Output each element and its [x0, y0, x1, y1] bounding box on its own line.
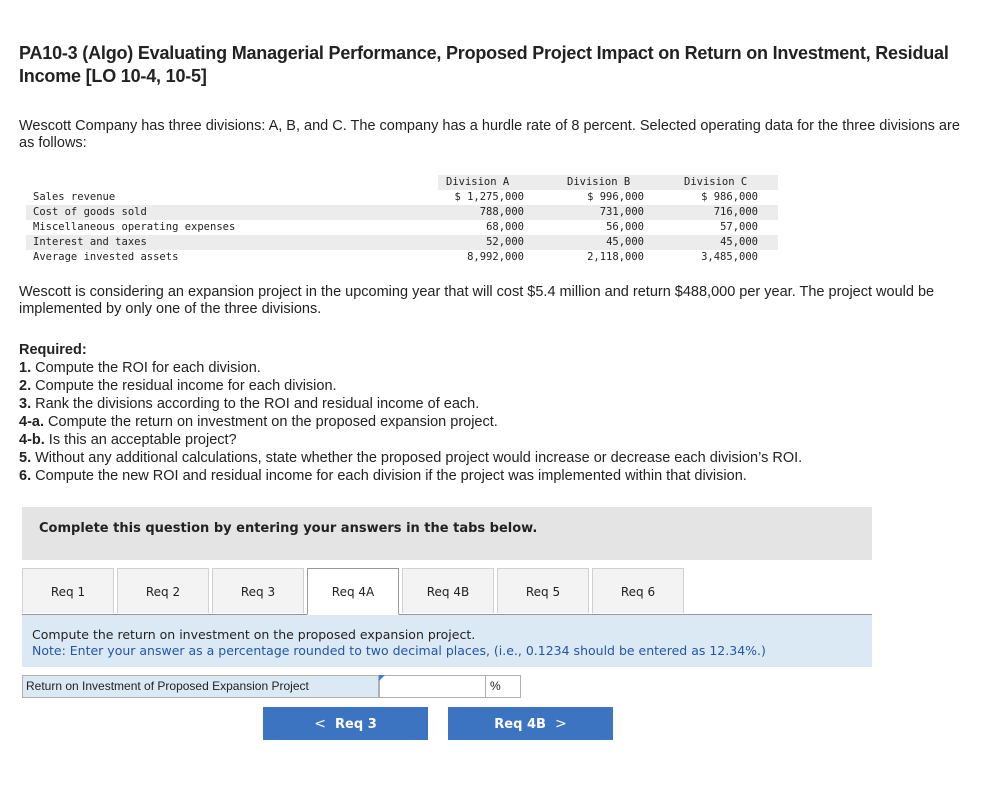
- row-label: Average invested assets: [33, 251, 179, 263]
- cell-division-b: 45,000: [606, 236, 644, 248]
- cell-division-c: 3,485,000: [701, 251, 758, 263]
- percent-unit: %: [486, 675, 521, 698]
- required-item: 3. Rank the divisions according to the ROI and residual income of each.: [19, 396, 480, 412]
- required-item: 2. Compute the residual income for each division.: [19, 378, 337, 394]
- table-header-row: [26, 175, 778, 190]
- tab-req-5[interactable]: Req 5: [497, 568, 589, 613]
- cell-division-a: $ 1,275,000: [454, 191, 524, 203]
- row-label: Cost of goods sold: [33, 206, 147, 218]
- required-item: 5. Without any additional calculations, state whether the proposed project would increase or decrease each division’s ROI.: [19, 450, 803, 466]
- header-division-a: Division A: [446, 176, 510, 188]
- cell-division-c: 57,000: [720, 221, 758, 233]
- answer-label: Return on Investment of Proposed Expansion Project: [22, 675, 379, 698]
- table-row: [26, 190, 778, 205]
- cell-division-b: $ 996,000: [587, 191, 644, 203]
- header-division-c: Division C: [684, 176, 748, 188]
- tab-req-4b[interactable]: Req 4B: [402, 568, 494, 613]
- cell-division-a: 68,000: [486, 221, 524, 233]
- cell-division-b: 56,000: [606, 221, 644, 233]
- chevron-right-icon: >: [554, 716, 567, 732]
- panel-instruction: Compute the return on investment on the proposed expansion project.: [32, 627, 476, 642]
- tab-req-3[interactable]: Req 3: [212, 568, 304, 613]
- tab-req-2[interactable]: Req 2: [117, 568, 209, 613]
- cell-division-a: 52,000: [486, 236, 524, 248]
- cell-division-a: 8,992,000: [467, 251, 524, 263]
- tab-req-4a[interactable]: Req 4A: [307, 568, 399, 615]
- cell-division-c: 45,000: [720, 236, 758, 248]
- project-description: Wescott is considering an expansion project in the upcoming year that will cost $5.4 million and return $488,000 per year. The project would be implemented by only one of the three divisions.: [19, 284, 935, 317]
- table-row: [26, 205, 778, 220]
- required-item: 4-b. Is this an acceptable project?: [19, 432, 237, 448]
- cell-division-c: 716,000: [713, 206, 758, 218]
- chevron-left-icon: <: [314, 716, 326, 732]
- required-list: [19, 341, 979, 485]
- cell-division-b: 731,000: [599, 206, 644, 218]
- question-panel: [22, 615, 872, 667]
- row-label: Miscellaneous operating expenses: [33, 221, 236, 233]
- required-item: 1. Compute the ROI for each division.: [19, 360, 261, 376]
- table-row: [26, 250, 778, 265]
- table-row: [26, 235, 778, 250]
- required-item: 6. Compute the new ROI and residual income for each division if the project was implemented within that division.: [19, 468, 747, 484]
- tab-req-6[interactable]: Req 6: [592, 568, 684, 613]
- tab-bar: [22, 568, 872, 615]
- banner-text: Complete this question by entering your answers in the tabs below.: [39, 521, 538, 536]
- panel-note: Note: Enter your answer as a percentage rounded to two decimal places, (i.e., 0.1234 should be entered as 12.34%.): [32, 643, 766, 658]
- table-row: [26, 220, 778, 235]
- prev-req-button[interactable]: < Req 3: [263, 707, 428, 740]
- division-data-table: [26, 175, 778, 265]
- next-req-button[interactable]: Req 4B >: [448, 707, 613, 740]
- instructions-banner: [22, 507, 872, 560]
- required-item: 4-a. Compute the return on investment on the proposed expansion project.: [19, 414, 498, 430]
- roi-input[interactable]: [379, 675, 486, 698]
- cell-division-a: 788,000: [479, 206, 524, 218]
- intro-text: Wescott Company has three divisions: A, B, and C. The company has a hurdle rate of 8 percent. Selected operating data for the three divisions are as follows:: [19, 118, 960, 151]
- required-heading: Required:: [19, 342, 87, 358]
- cell-division-b: 2,118,000: [587, 251, 644, 263]
- tab-req-1[interactable]: Req 1: [22, 568, 114, 613]
- input-marker-icon: [379, 675, 385, 681]
- row-label: Interest and taxes: [33, 236, 147, 248]
- header-division-b: Division B: [567, 176, 631, 188]
- row-label: Sales revenue: [33, 191, 116, 203]
- cell-division-c: $ 986,000: [701, 191, 758, 203]
- page-title: PA10-3 (Algo) Evaluating Managerial Performance, Proposed Project Impact on Return on Investment, Residual Income [LO 10-4, 10-5]: [19, 43, 949, 86]
